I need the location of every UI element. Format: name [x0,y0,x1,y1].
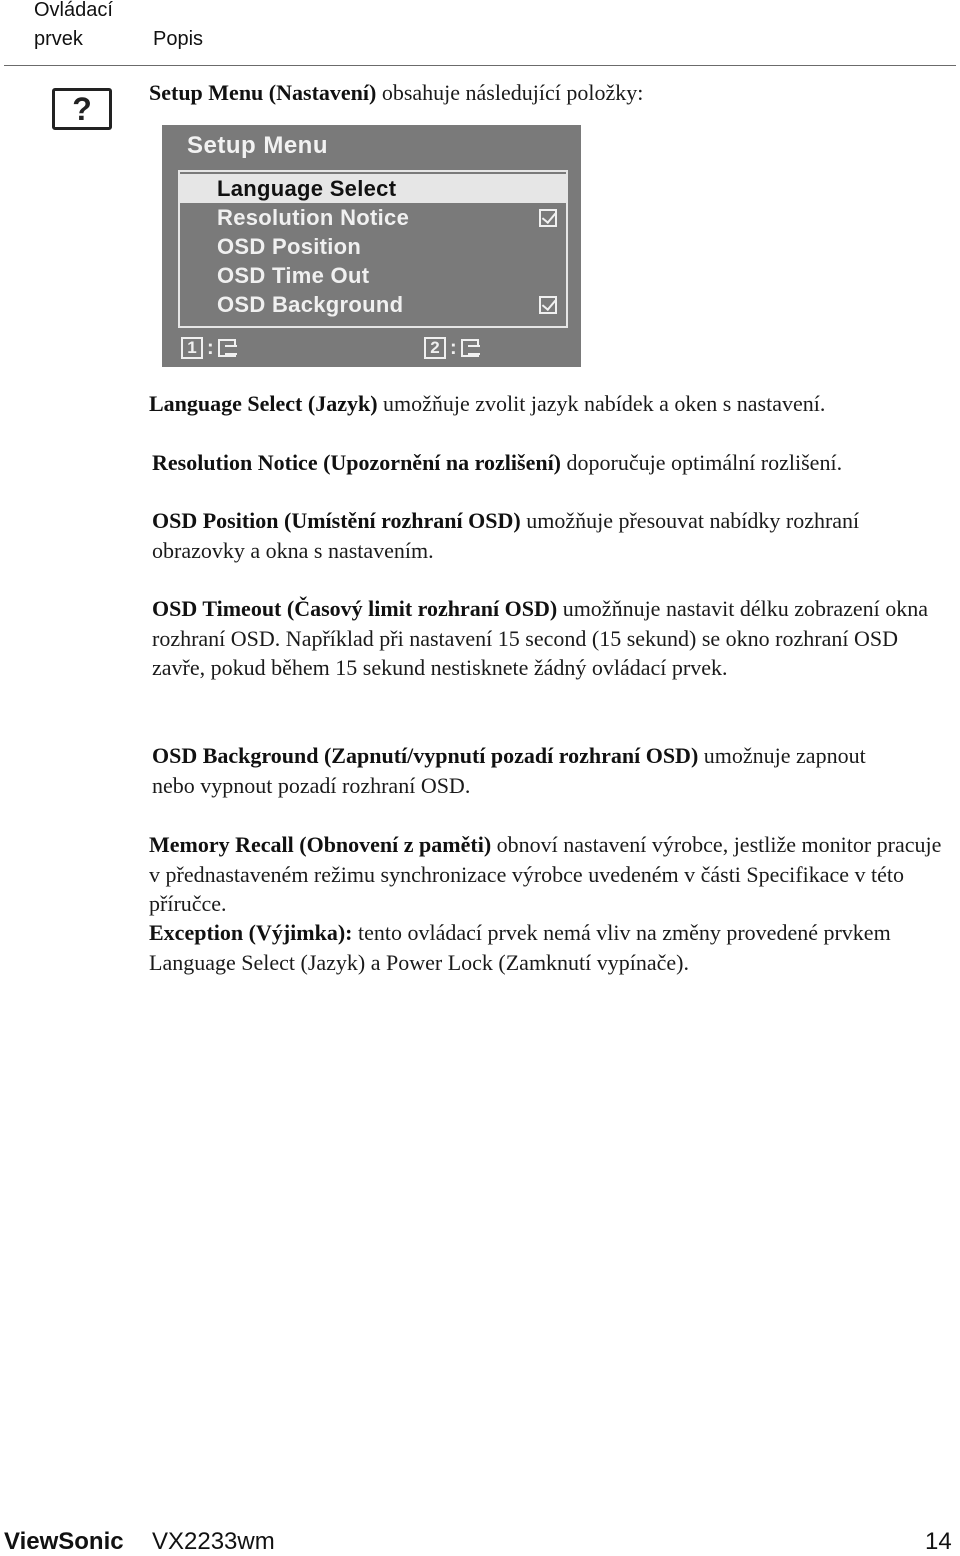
term: Resolution Notice (Upozornění na rozlišení) [152,450,562,475]
description: tento ovládací prvek nemá vliv na změny provedené prvkem Language Select (Jazyk) a Power Lock (Zamknutí vypínače). [149,920,891,975]
osd-setup-menu-screenshot [162,125,581,367]
header-divider [4,65,956,66]
paragraph-osd-position [152,506,892,565]
osd-item-osd-background: OSD Background [217,292,404,317]
key-colon: : [207,336,214,359]
key-1-icon: 1 [181,337,203,359]
paragraph-memory-recall [149,830,951,919]
column-header-control: Ovládací prvek [34,0,113,50]
checkbox-checked-icon [539,296,557,314]
osd-item-resolution-notice: Resolution Notice [217,205,410,230]
osd-key-2-hint [424,336,479,360]
osd-item-osd-time-out: OSD Time Out [217,263,370,288]
osd-item-language-select: Language Select [180,174,566,203]
description: umožňuje zvolit jazyk nabídek a oken s nastavení. [377,391,826,416]
description: umožnuje zapnout nebo vypnout pozadí rozhraní OSD. [152,743,866,798]
description: obnoví nastavení výrobce, jestliže monitor pracuje v přednastaveném režimu synchronizace výrobce uvedeném v části Specifikace v této příručce. [149,832,942,916]
term: OSD Background (Zapnutí/vypnutí pozadí rozhraní OSD) [152,743,699,768]
paragraph-exception [149,918,929,977]
footer-model: VX2233wm [152,1528,275,1555]
term: Memory Recall (Obnovení z paměti) [149,832,492,857]
term: OSD Timeout (Časový limit rozhraní OSD) [152,596,558,621]
term: OSD Position (Umístění rozhraní OSD) [152,508,521,533]
osd-key-1-hint [181,336,236,360]
key-2-icon: 2 [424,337,446,359]
intro-paragraph [149,78,939,108]
key-colon: : [450,336,457,359]
intro-bold: Setup Menu (Nastavení) [149,80,377,105]
column-header-description: Popis [153,28,204,50]
intro-text: obsahuje následující položky: [376,80,644,105]
enter-arrow-icon [218,339,236,357]
description: umožňnuje nastavit délku zobrazení okna rozhraní OSD. Například při nastavení 15 second (15 sekund) se okno rozhraní OSD zavře, pokud během 15 sekund nestisknete žádný ovládací prvek. [152,596,929,680]
question-mark-glyph: ? [72,91,92,127]
paragraph-resolution-notice [152,448,952,478]
checkbox-checked-icon [539,209,557,227]
term: Exception (Výjimka): [149,920,353,945]
description: doporučuje optimální rozlišení. [561,450,843,475]
osd-title: Setup Menu [187,132,328,159]
footer-brand: ViewSonic [4,1528,124,1555]
paragraph-osd-timeout [152,594,948,683]
paragraph-language-select [149,389,949,419]
osd-menu-box [178,170,568,328]
description: umožňuje přesouvat nabídky rozhraní obrazovky a okna s nastavením. [152,508,860,563]
page-number: 14 [925,1528,952,1555]
enter-arrow-icon [461,339,479,357]
paragraph-osd-background [152,741,912,800]
osd-item-osd-position: OSD Position [217,234,362,259]
term: Language Select (Jazyk) [149,391,378,416]
help-question-icon [52,88,112,130]
